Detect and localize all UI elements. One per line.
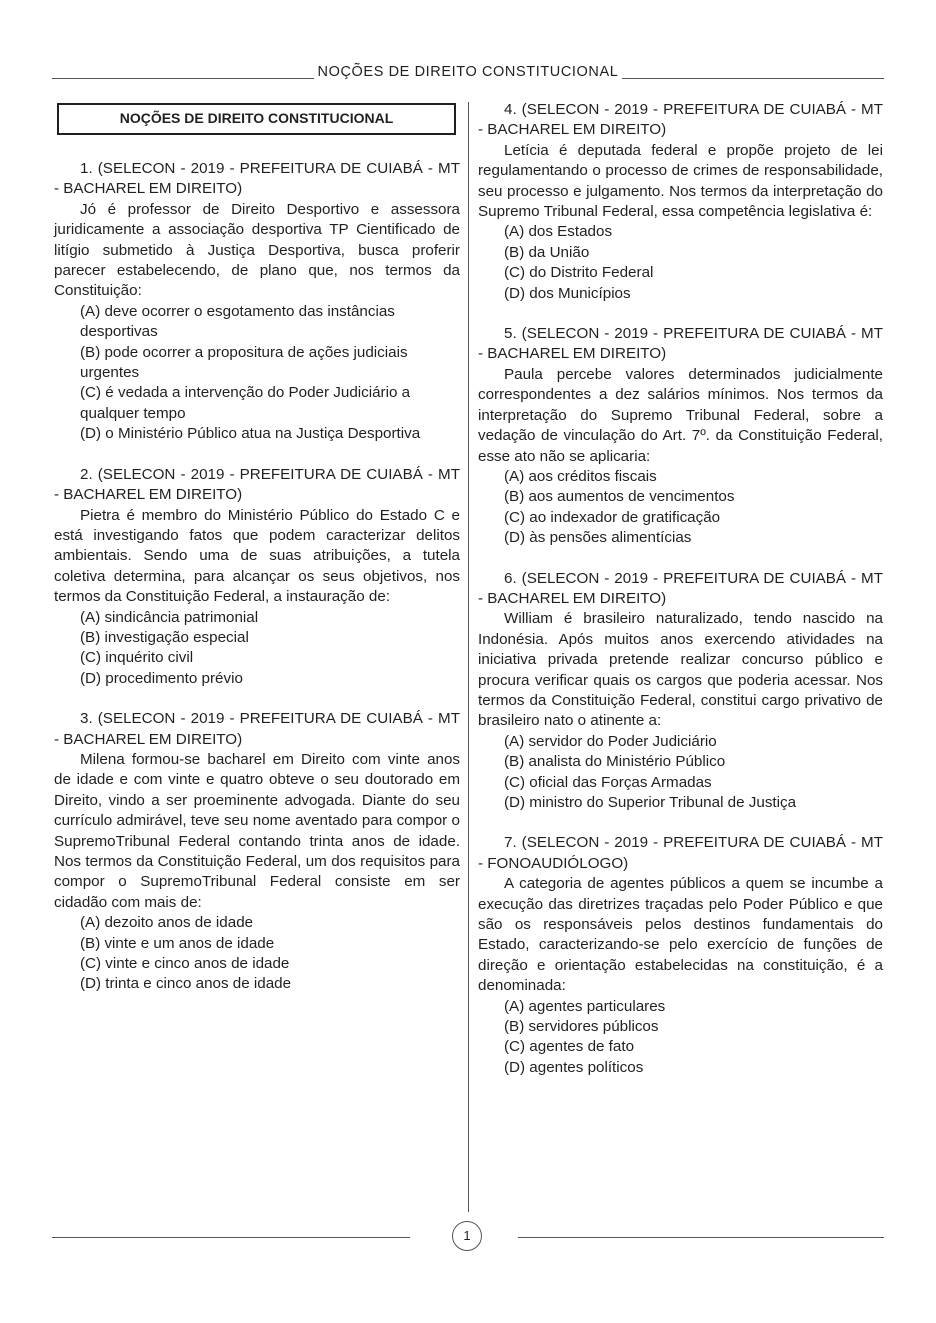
question-header: 1. (SELECON - 2019 - PREFEITURA DE CUIABÁ - MT - BACHAREL EM DIREITO) <box>54 160 460 198</box>
option-a: (A) aos créditos fiscais <box>504 467 657 485</box>
question-header: 3. (SELECON - 2019 - PREFEITURA DE CUIABÁ - MT - BACHAREL EM DIREITO) <box>54 710 460 748</box>
option-a: (A) sindicância patrimonial <box>80 608 259 626</box>
option-b: (B) servidores públicos <box>504 1018 659 1036</box>
option-b: (B) investigação especial <box>80 628 249 646</box>
option-b: (B) aos aumentos de vencimentos <box>504 488 735 506</box>
option-c: (C) inquérito civil <box>80 649 194 667</box>
question-header: 4. (SELECON - 2019 - PREFEITURA DE CUIABÁ - MT - BACHAREL EM DIREITO) <box>478 101 883 139</box>
header-rule-left <box>52 78 314 79</box>
option-a: (A) dezoito anos de idade <box>80 914 254 932</box>
option-d: (D) trinta e cinco anos de idade <box>80 975 292 993</box>
header-rule-right <box>622 78 884 79</box>
option-d: (D) às pensões alimentícias <box>504 529 692 547</box>
question-1 <box>54 159 460 445</box>
option-d: (D) ministro do Superior Tribunal de Justiça <box>504 794 797 811</box>
option-c: (C) ao indexador de gratificação <box>504 508 721 526</box>
option-d: (D) dos Municípios <box>504 284 631 302</box>
column-divider <box>468 102 469 1212</box>
question-stem: Jó é professor de Direito Desportivo e assessora juridicamente a associação desportiva TP Cientificado de litígio submetido à Justiça Desportiva, busca proferir parecer estabelecendo, de plano que, nos termos da Constituição: <box>54 200 460 300</box>
option-a: (A) dos Estados <box>504 223 613 241</box>
option-d: (D) procedimento prévio <box>80 669 243 687</box>
question-stem: Pietra é membro do Ministério Público do Estado C e está investigando fatos que podem caracterizar delitos ambientais. Sendo uma de suas atribuições, a tutela coletiva determina, para alcançar os seus objetivos, nos termos da Constituição Federal, a instauração de: <box>54 506 460 606</box>
question-4 <box>478 100 883 304</box>
question-6 <box>478 569 883 814</box>
question-header: 2. (SELECON - 2019 - PREFEITURA DE CUIABÁ - MT - BACHAREL EM DIREITO) <box>54 465 460 504</box>
option-d: (D) o Ministério Público atua na Justiça Desportiva <box>80 425 421 443</box>
option-c: (C) do Distrito Federal <box>504 264 654 282</box>
option-b: (B) vinte e um anos de idade <box>80 934 275 952</box>
option-a: (A) servidor do Poder Judiciário <box>504 732 717 750</box>
left-column <box>54 100 460 1015</box>
option-b: (B) analista do Ministério Público <box>504 753 726 771</box>
question-header: 6. (SELECON - 2019 - PREFEITURA DE CUIABÁ - MT - BACHAREL EM DIREITO) <box>478 569 883 607</box>
question-header: 7. (SELECON - 2019 - PREFEITURA DE CUIABÁ - MT - FONOAUDIÓLOGO) <box>478 834 883 872</box>
question-3 <box>54 709 460 995</box>
option-b: (B) pode ocorrer a propositura de ações judiciais urgentes <box>80 343 408 382</box>
option-c: (C) oficial das Forças Armadas <box>504 773 712 791</box>
right-column <box>478 100 883 1098</box>
running-header-title: NOÇÕES DE DIREITO CONSTITUCIONAL <box>317 64 619 80</box>
page-number: 1 <box>452 1221 482 1251</box>
option-c: (C) vinte e cinco anos de idade <box>80 955 290 973</box>
question-5 <box>478 324 883 548</box>
question-header: 5. (SELECON - 2019 - PREFEITURA DE CUIABÁ - MT - BACHAREL EM DIREITO) <box>478 325 883 363</box>
option-c: (C) é vedada a intervenção do Poder Judiciário a qualquer tempo <box>80 384 411 422</box>
option-a: (A) deve ocorrer o esgotamento das instâncias desportivas <box>80 302 395 341</box>
question-stem: William é brasileiro naturalizado, tendo nascido na Indonésia. Após muitos anos exercendo atividades na iniciativa privada pretende realizar concurso público e procura verificar quais os cargos que poderia acessar. Nos termos da Constituição Federal, constitui cargo privativo de brasileiro nato o atinente a: <box>478 610 883 730</box>
question-stem: A categoria de agentes públicos a quem se incumbe a execução das diretrizes traçadas pelo Poder Público e que são os responsáveis pelos destinos fundamentais do Estado, caracterizando-se pelo exercício de funções de direção e orientação estabelecidas na constituição, é a denominada: <box>478 875 883 995</box>
question-7 <box>478 833 883 1078</box>
question-2 <box>54 465 460 689</box>
footer-rule-left <box>52 1237 410 1238</box>
question-stem: Letícia é deputada federal e propõe projeto de lei regulamentando o processo de crimes de responsabilidade, seu processo e julgamento. Nos termos da interpretação do Supremo Tribunal Federal, essa competência legislativa é: <box>478 141 883 221</box>
question-stem: Paula percebe valores determinados judicialmente correspondentes a dez salários mínimos. Nos termos da interpretação do Supremo Tribunal Federal, sobre a vedação de vinculação do Art. 7º. da Constituição Federal, esse ato não se aplicaria: <box>478 365 883 465</box>
option-a: (A) agentes particulares <box>504 997 666 1015</box>
option-c: (C) agentes de fato <box>504 1038 635 1056</box>
footer-rule-right <box>518 1237 884 1238</box>
option-d: (D) agentes políticos <box>504 1058 644 1076</box>
option-b: (B) da União <box>504 243 590 261</box>
question-stem: Milena formou-se bacharel em Direito com vinte anos de idade e com vinte e quatro obteve o seu doutorado em Direito, vindo a ser proeminente advogada. Diante do seu currículo admirável, teve seu nome aventado para compor o SupremoTribunal Federal contando trinta anos de idade. Nos termos da Constituição Federal, um dos requisitos para compor o SupremoTribunal Federal consiste em ser cidadão com mais de: <box>54 750 460 911</box>
section-title-box: NOÇÕES DE DIREITO CONSTITUCIONAL <box>57 103 456 135</box>
